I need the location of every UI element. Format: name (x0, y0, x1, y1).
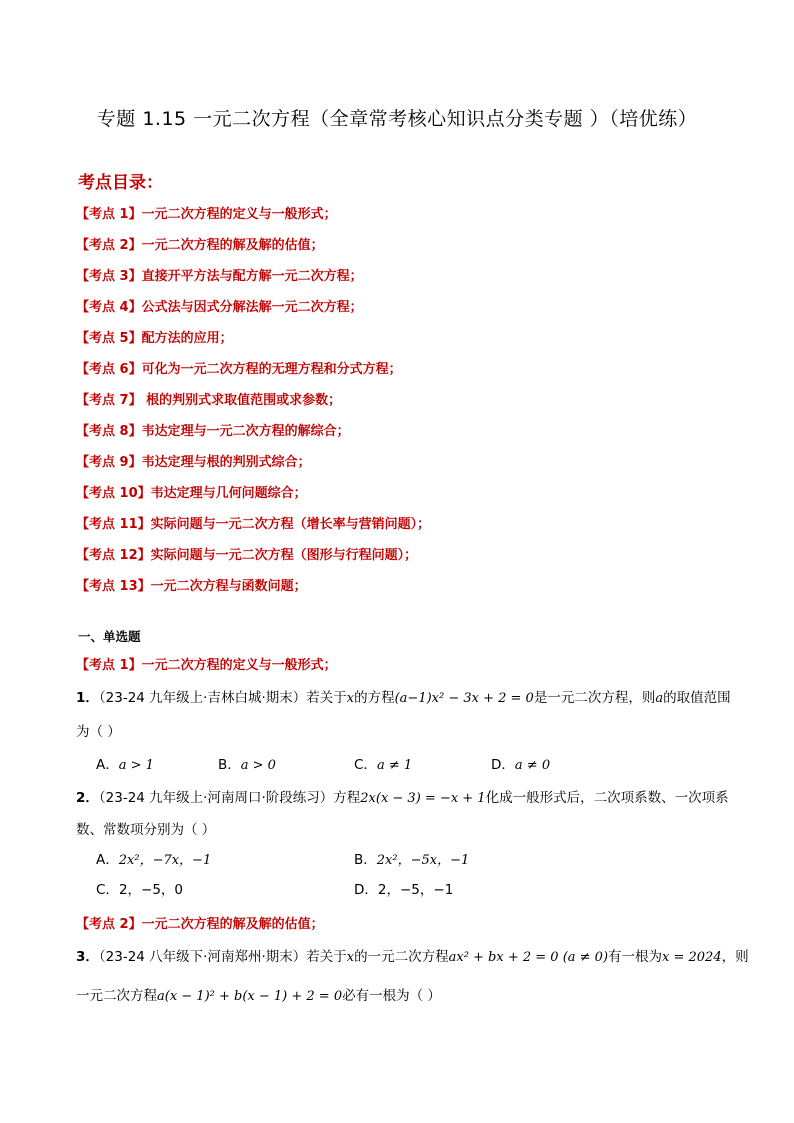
question-number: 2． (76, 790, 99, 806)
option-value: a > 1 (118, 758, 154, 773)
equation: ax² + bx + 2 = 0 (a ≠ 0) (448, 950, 609, 965)
option-letter: C． (354, 757, 377, 773)
option-letter: A． (96, 757, 119, 773)
toc-item: 【考点 1】一元二次方程的定义与一般形式； (76, 207, 337, 222)
topic-heading: 【考点 2】一元二次方程的解及解的估值； (76, 917, 324, 932)
option-a[interactable] (96, 755, 154, 776)
question-text: ，则 (721, 949, 749, 965)
toc-list (76, 205, 430, 608)
toc-item: 【考点 6】可化为一元二次方程的无理方程和分式方程； (76, 362, 402, 377)
option-b[interactable] (218, 755, 276, 776)
question-3 (76, 947, 749, 968)
option-value: a ≠ 0 (514, 758, 551, 773)
question-text: 化成一般形式后，二次项系数、一次项系 (485, 790, 729, 806)
toc-item: 【考点 7】 根的判别式求取值范围或求参数； (76, 393, 342, 408)
question-text: 是一元二次方程，则 (533, 690, 656, 706)
toc-item: 【考点 9】韦达定理与根的判别式综合； (76, 455, 311, 470)
option-a[interactable] (96, 850, 211, 871)
option-d[interactable] (491, 755, 550, 776)
equation: x = 2024 (662, 950, 722, 965)
question-number: 3． (76, 949, 99, 965)
question-text: 有一根为 (608, 949, 663, 965)
toc-item: 【考点 5】配方法的应用； (76, 331, 233, 346)
toc-item: 【考点 10】韦达定理与几何问题综合； (76, 486, 307, 501)
question-2 (76, 788, 729, 809)
question-source: （23-24 八年级下·河南郑州·期末）若关于 (98, 949, 347, 965)
option-value: 2x²，−7x，−1 (118, 853, 212, 868)
question-2-line2: 数、常数项分别为（ ） (76, 822, 216, 838)
question-number: 1． (76, 690, 99, 706)
option-value: a > 0 (240, 758, 276, 773)
equation: (a−1)x² − 3x + 2 = 0 (394, 691, 534, 706)
question-text: 的一元二次方程 (354, 949, 449, 965)
question-source: （23-24 九年级上·河南周口·阶段练习）方程 (98, 790, 361, 806)
option-letter: A． (96, 852, 119, 868)
option-b[interactable] (354, 850, 469, 871)
question-text: 一元二次方程 (76, 988, 157, 1004)
option-letter: B． (354, 852, 377, 868)
equation: 2x(x − 3) = −x + 1 (360, 791, 486, 806)
question-text: 必有一根为（ ） (342, 988, 441, 1004)
toc-item: 【考点 3】直接开平方法与配方解一元二次方程； (76, 269, 363, 284)
math-var: a (655, 691, 664, 706)
option-value: 2，−5，0 (118, 882, 184, 898)
toc-item: 【考点 8】韦达定理与一元二次方程的解综合； (76, 424, 350, 439)
toc-item: 【考点 4】公式法与因式分解法解一元二次方程； (76, 300, 363, 315)
question-1 (76, 688, 731, 709)
toc-heading: 考点目录： (78, 173, 163, 193)
toc-item: 【考点 2】一元二次方程的解及解的估值； (76, 238, 324, 253)
page-title: 专题 1.15 一元二次方程（全章常考核心知识点分类专题 ）（培优练） (96, 108, 698, 130)
question-text: 的取值范围 (663, 690, 731, 706)
toc-item: 【考点 12】实际问题与一元二次方程（图形与行程问题）； (76, 548, 418, 563)
option-d[interactable] (354, 880, 453, 900)
equation: a(x − 1)² + b(x − 1) + 2 = 0 (157, 989, 343, 1004)
topic-heading: 【考点 1】一元二次方程的定义与一般形式； (76, 658, 337, 673)
option-c[interactable] (96, 880, 183, 900)
option-value: 2，−5，−1 (377, 882, 454, 898)
question-1-line2: 为（ ） (76, 724, 121, 740)
math-var: x (346, 950, 355, 965)
option-letter: D． (354, 882, 378, 898)
option-c[interactable] (354, 755, 412, 776)
option-value: 2x²，−5x，−1 (376, 853, 470, 868)
option-letter: C． (96, 882, 119, 898)
option-letter: B． (218, 757, 241, 773)
option-letter: D． (491, 757, 515, 773)
toc-item: 【考点 13】一元二次方程与函数问题； (76, 579, 307, 594)
question-3-line2 (76, 986, 441, 1007)
question-source: （23-24 九年级上·吉林白城·期末）若关于 (98, 690, 347, 706)
math-var: x (346, 691, 355, 706)
option-value: a ≠ 1 (376, 758, 413, 773)
question-text: 的方程 (354, 690, 395, 706)
toc-item: 【考点 11】实际问题与一元二次方程（增长率与营销问题）； (76, 517, 431, 532)
section-heading: 一、单选题 (78, 629, 141, 644)
